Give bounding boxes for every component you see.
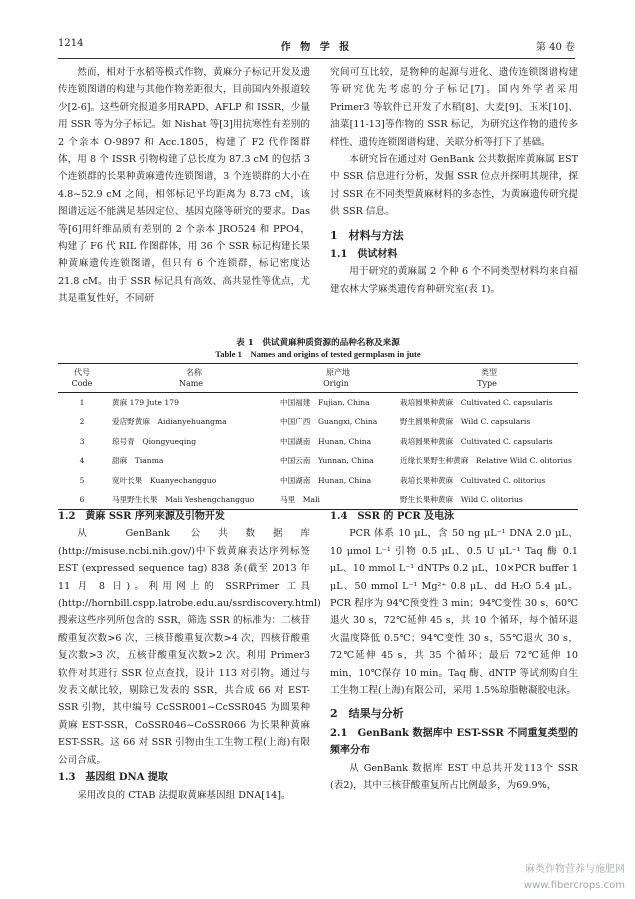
- table-row: [58, 471, 578, 491]
- ssr-source-paragraph: 从 GenBank 公共数据库(http://misuse.ncbi.nih.gov/)中下载黄麻表达序列标签 EST (expressed sequence tag) 838 条(截至 2013 年 11 月 8 日)。利用网上的 SSRPrimer 工具(http://hornbill.cspp.latrobe.edu.au/ssrdiscovery.html)搜索这些序列所包含的 SSR，筛选 SSR 的标准为：二核苷酸重复次数>6 次，三核苷酸重复次数>4 次，四核苷酸重复次数>3 次，五核苷酸重复次数>2 次。利用 Primer3 软件对其进行 SSR 位点查找，设计 113 对引物。通过与发表文献比较，剔除已发表的 SSR，共合成 66 对 EST-SSR 引物，其中编号 CcSSR001~CcSSR045 为圆果种黄麻 EST-SSR，CoSSR046~CoSSR066 为长果种黄麻 EST-SSR。这 66 对 SSR 引物由生工生物工程(上海)有限公司合成。: [58, 528, 321, 766]
- cell-code: 1: [79, 398, 85, 407]
- section-heading-results: 2 结果与分析: [330, 707, 404, 721]
- intro-paragraph-end: 究间可互比较，是物种的起源与进化、遗传连锁图谱构建等研究优先考虑的分子标记[7]。国内外学者采用 Primer3 等软件已开发了水稻[8]、大麦[9]、玉米[10]、油菜[11-13]等作物的 SSR 标记，为研究这作物的遗传多样性、遗传连锁图谱构建、关联分析等打下了基础。: [330, 67, 578, 148]
- running-header: [58, 38, 575, 56]
- cell-type: 栽培圆果种黄麻 Cultivated C. capsularis: [400, 398, 553, 407]
- table-grid: [58, 363, 578, 510]
- cell-type: 栽培圆果种黄麻 Cultivated C. capsularis: [400, 436, 553, 446]
- cell-type: 栽培长果种黄麻 Cultivated C. olitorius: [400, 475, 546, 485]
- header-type-cn: 类型: [396, 364, 578, 379]
- subsection-heading-dna: 1.3 基因组 DNA 提取: [58, 772, 168, 784]
- table-row: [58, 432, 578, 452]
- section-heading-methods: 1 材料与方法: [330, 228, 404, 242]
- subsection-heading-frequency: 2.1 GenBank 数据库中 EST-SSR 不同重复类型的频率分布: [330, 727, 578, 757]
- cell-code: 4: [79, 456, 85, 466]
- watermark-url: www.fibercrops.com: [523, 880, 625, 891]
- cell-origin: 中国湖南 Hunan, China: [280, 475, 372, 485]
- cell-origin: 中国湖南 Hunan, China: [280, 436, 372, 446]
- header-name-en: Name: [106, 378, 276, 393]
- subsection-heading-materials: 1.1 供试材料: [330, 249, 398, 261]
- cell-code: 2: [79, 417, 85, 427]
- right-column-bottom: [330, 508, 578, 795]
- cell-origin: 中国广西 Guangxi, China: [280, 417, 378, 427]
- cell-type: 野生长果种黄麻 Wild C. olitorius: [396, 490, 578, 510]
- header-code-en: Code: [58, 378, 106, 393]
- cell-name: 宽叶长果 Kuanyechangguo: [112, 475, 217, 485]
- cell-origin: 中国云南 Yunnan, China: [280, 456, 374, 466]
- table-row: [58, 393, 578, 413]
- header-rule: [58, 58, 575, 59]
- table-row: [58, 490, 578, 510]
- cell-code: 5: [79, 475, 85, 485]
- left-column-top: [58, 64, 310, 308]
- cell-code: 6: [58, 490, 106, 510]
- cell-origin: 中国福建 Fujian, China: [280, 398, 370, 407]
- frequency-paragraph: 从 GenBank 数据库 EST 中总共开发113个 SSR (表2)，其中三核苷酸重复所占比例最多，为69.9%，: [330, 762, 578, 792]
- materials-paragraph: 用于研究的黄麻属 2 个种 6 个不同类型材料均来自福建农林大学麻类遗传育种研究室(表 1)。: [330, 266, 578, 295]
- volume-label: 第 40 卷: [535, 42, 575, 53]
- watermark-site-name: 麻类作物营养与施肥网: [525, 864, 625, 875]
- cell-name: 甜麻 Tianma: [112, 456, 164, 466]
- table-row: [58, 412, 578, 432]
- table-caption-cn: 表 1 供试黄麻种质资源的品种名称及来源: [236, 338, 400, 348]
- cell-type: 野生圆果种黄麻 Wild C. capsularis: [400, 417, 531, 427]
- header-origin-cn: 原产地: [276, 364, 396, 379]
- germplasm-table: [58, 336, 578, 510]
- table-caption-en: Table 1 Names and origins of tested germplasm in jute: [215, 349, 421, 359]
- header-origin-en: Origin: [276, 378, 396, 393]
- cell-name: 黄麻 179 Jute 179: [112, 398, 179, 407]
- subsection-heading-pcr: 1.4 SSR 的 PCR 及电泳: [330, 511, 455, 522]
- table-row: [58, 451, 578, 471]
- right-column-top: [330, 64, 578, 298]
- left-column-bottom: [58, 508, 321, 804]
- pcr-paragraph: PCR 体系 10 μL，含 50 ng μL⁻¹ DNA 2.0 μL、10 μmol L⁻¹ 引物 0.5 μL、0.5 U μL⁻¹ Taq 酶 0.1 μL、10 mmol L⁻¹ dNTPs 0.2 μL、10×PCR buffer 1 μL、50 mmol L⁻¹ Mg²⁺ 0.8 μL、dd H₂O 5.4 μL。PCR 程序为 94℃预变性 3 min；94℃变性 30 s，60℃退火 30 s，72℃延伸 45 s，共 10 个循环，每个循环退火温度降低 0.5℃；94℃变性 30 s，55℃退火 30 s，72℃延伸 45 s，共 35 个循环；最后 72℃延伸 10 min，10℃保存 10 min。Taq 酶、dNTP 等试剂购自生工生物工程(上海)有限公司，采用 1.5%琼脂糖凝胶电泳。: [330, 528, 578, 697]
- subsection-heading-ssr-source: 1.2 黄麻 SSR 序列来源及引物开发: [58, 511, 225, 522]
- dna-paragraph: 采用改良的 CTAB 法提取黄麻基因组 DNA[14]。: [77, 789, 291, 801]
- cell-code: 3: [79, 436, 85, 446]
- header-code-cn: 代号: [58, 364, 106, 379]
- intro-paragraph-continued: 然而，相对于水稻等模式作物，黄麻分子标记开发及遗传连锁图谱的构建与其他作物差距很大，目前国内外报道较少[2-6]。这些研究报道多用RAPD、AFLP 和 ISSR，少量用 SSR 等为分子标记。如 Nishat 等[3]用抗寒性有差别的 2 个亲本 O-9897 和 Acc.1805，构建了 F2 代作图群体，用 8 个 ISSR 引物构建了总长度为 87.3 cM 的包括 3 个连锁群的长果种黄麻遗传连锁图谱，3 个连锁群的大小在 4.8~52.9 cM 之间，相邻标记平均距离为 8.73 cM，该图谱远远不能满足基因定位、基因克隆等研究的要求。Das 等[6]用纤维品质有差别的 2 个亲本 JRO524 和 PPO4，构建了 F6 代 RIL 作图群体，用 36 个 SSR 标记构建长果种黄麻遗传连锁图谱，但只有 6 个连锁群，标记密度达 21.8 cM。由于 SSR 标记具有高效、高共显性等优点，尤其是重复性好，不同研: [58, 67, 310, 305]
- cell-origin: 马里 Mali: [276, 490, 396, 510]
- cell-name: 马里野生长果 Mali Yeshengchangguo: [106, 490, 276, 510]
- page-number: 1214: [58, 38, 84, 49]
- aim-paragraph: 本研究旨在通过对 GenBank 公共数据库黄麻属 EST 中 SSR 信息进行分析，发掘 SSR 位点并探明其规律，探讨 SSR 在不同类型黄麻材料的多态性，为黄麻遗传研究提供 SSR 信息。: [330, 154, 578, 218]
- header-name-cn: 名称: [106, 364, 276, 379]
- header-type-en: Type: [396, 378, 578, 393]
- cell-name: 琼号青 Qiongyueqing: [112, 436, 197, 446]
- cell-name: 爱店野黄麻 Aidianyehuangma: [112, 417, 227, 427]
- journal-title: 作 物 学 报: [280, 42, 353, 53]
- cell-type: 近缘长果野生种黄麻 Relative Wild C. olitorius: [400, 456, 572, 466]
